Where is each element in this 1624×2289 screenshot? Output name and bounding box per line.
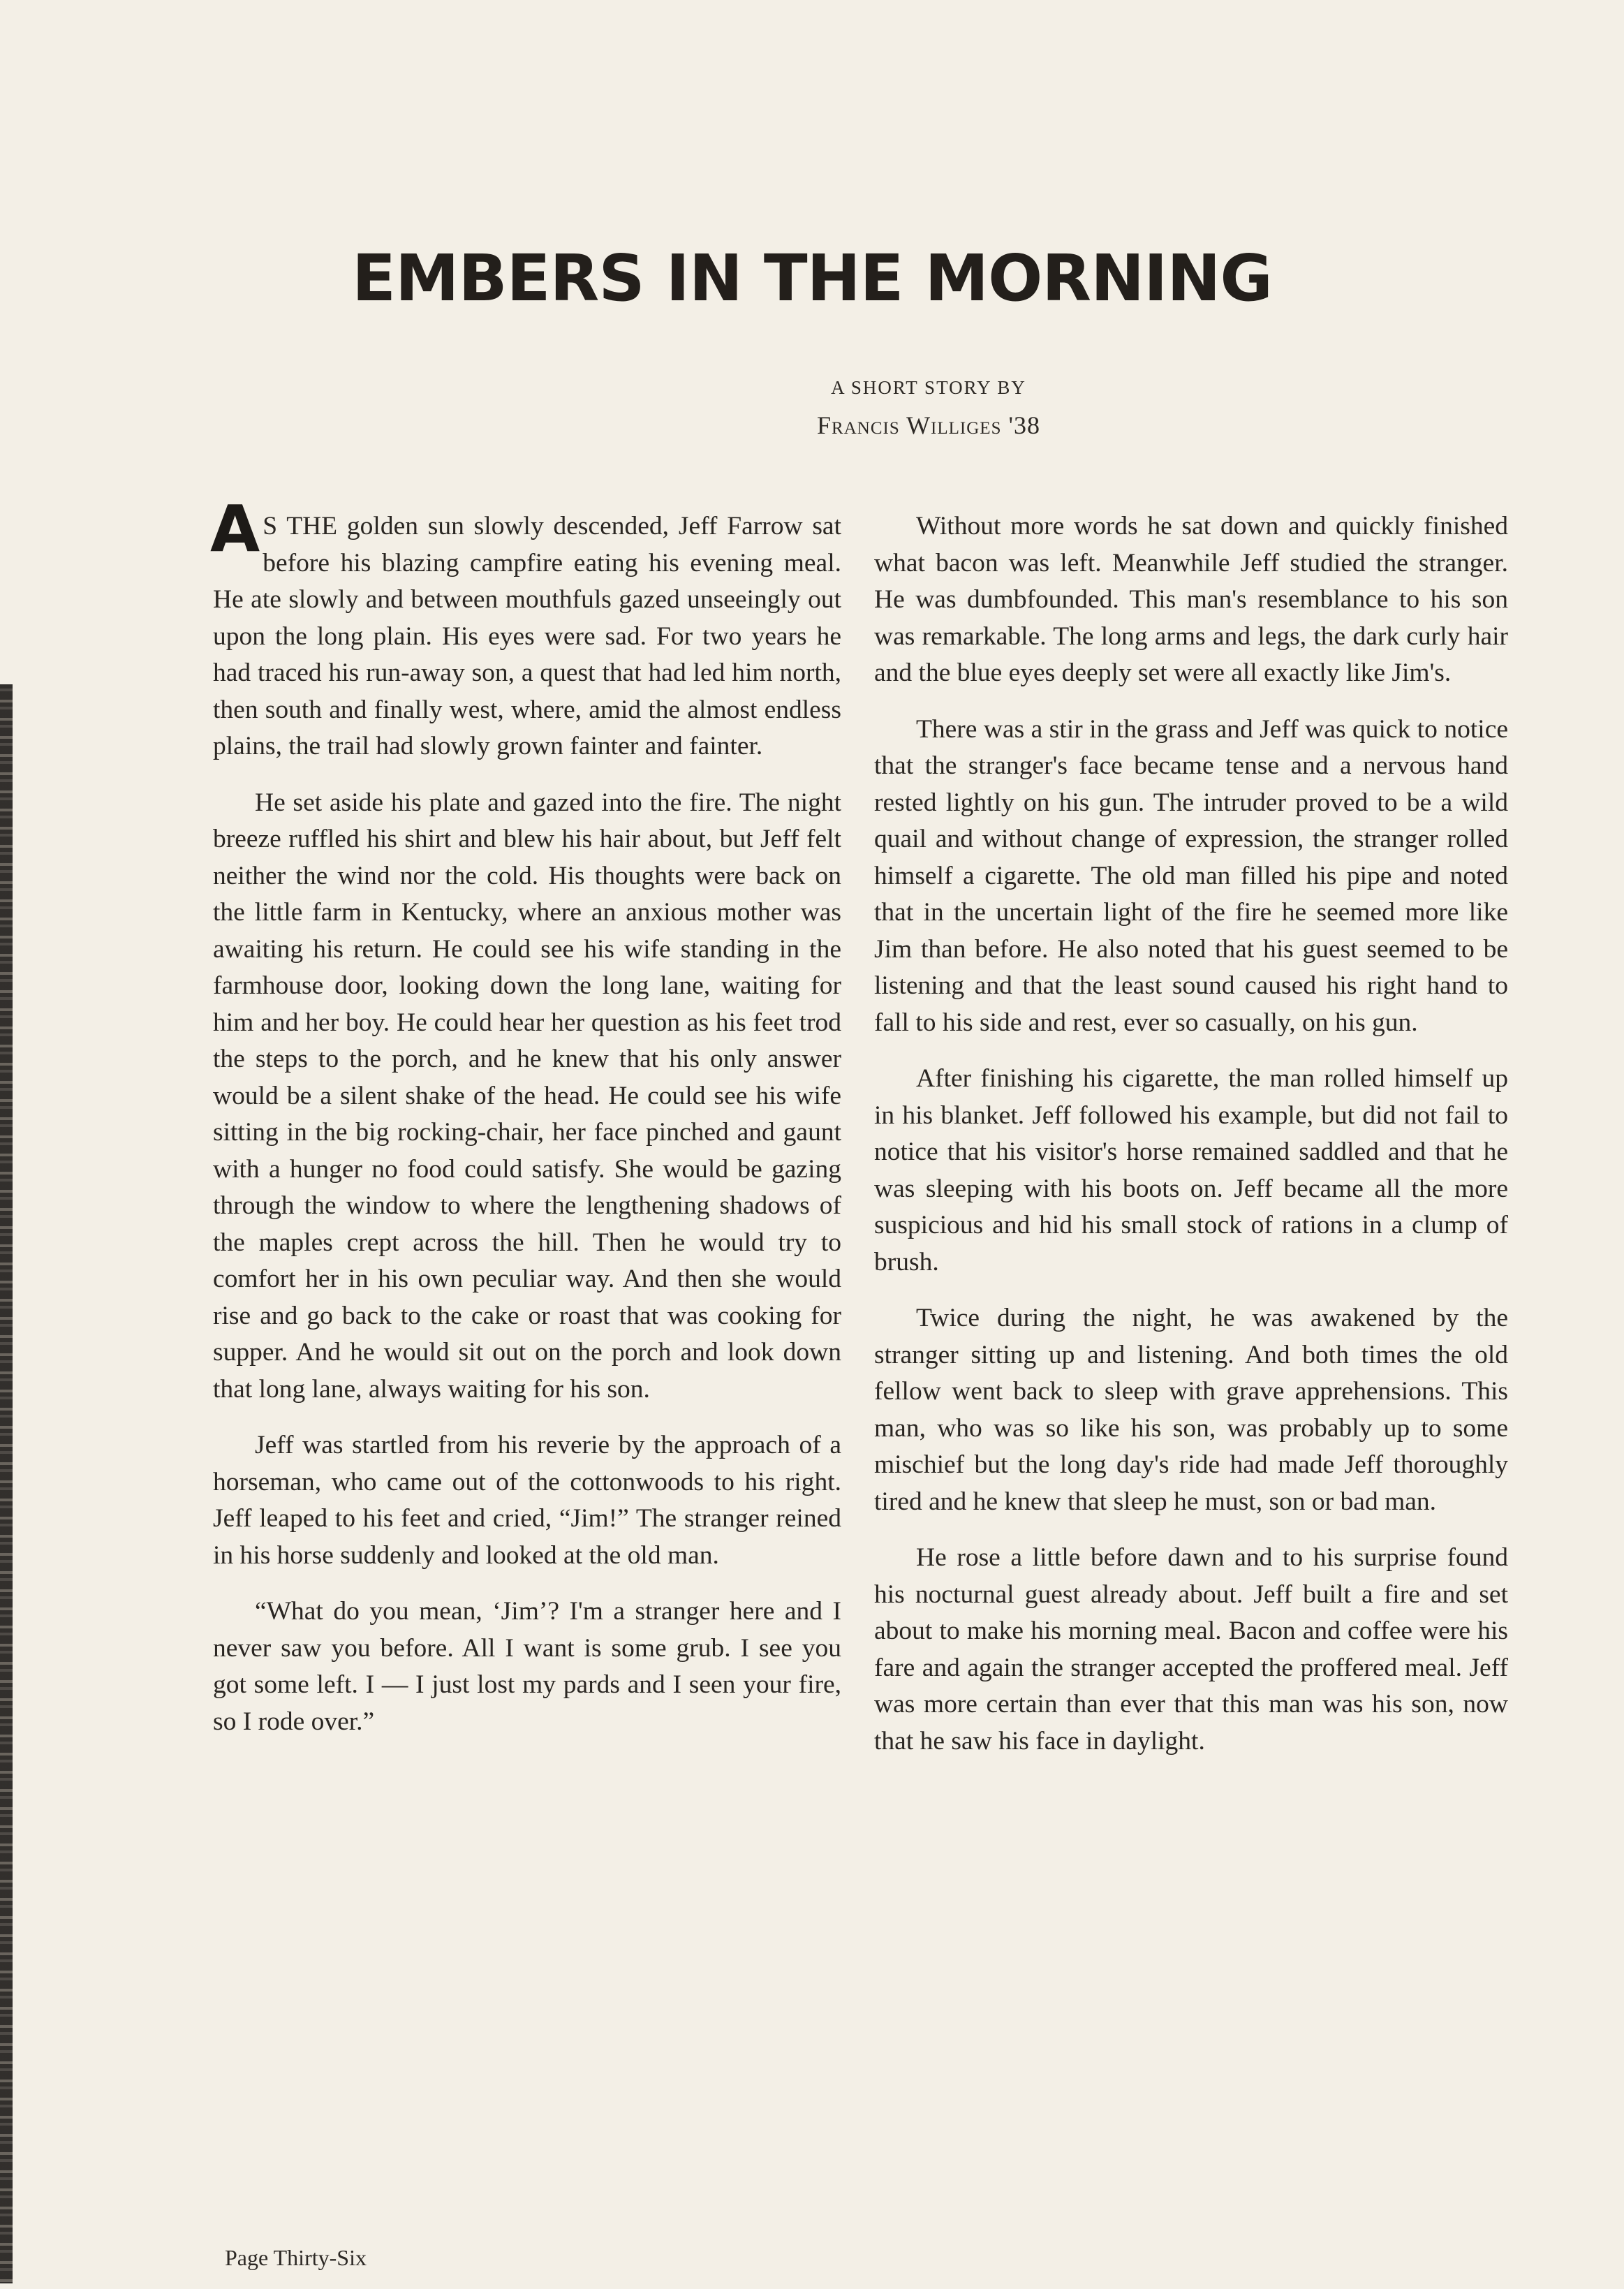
page-number: Page Thirty-Six xyxy=(225,2245,367,2270)
paragraph: Without more words he sat down and quickly finished what bacon was left. Meanwhile Jeff studied the stranger. He was dumbfounded. This man's resemblance to his son was remarkable. The long arms and legs, the dark curly hair and the blue eyes deeply set were all exactly like Jim's. xyxy=(874,512,1508,687)
right-column xyxy=(874,508,1508,1779)
byline-label: A SHORT STORY BY xyxy=(831,377,1026,398)
paragraph: He rose a little before dawn and to his surprise found his nocturnal guest already about. Jeff built a fire and set about to make his morning meal. Bacon and coffee were his fare and again the stranger accepted the proffered meal. Jeff was more certain than ever that this man was his son, now that he saw his face in daylight. xyxy=(874,1543,1508,1756)
paragraph: There was a stir in the grass and Jeff was quick to notice that the stranger's face became tense and a nervous hand rested lightly on his gun. The intruder proved to be a wild quail and without change of expression, the stranger rolled himself a cigarette. The old man filled his pipe and noted that in the uncertain light of the fire he seemed more like Jim than before. He also noted that his guest seemed to be listening and that the least sound caused his right hand to fall to his side and rest, ever so casually, on his gun. xyxy=(874,714,1508,1037)
story-title: EMBERS IN THE MORNING xyxy=(352,241,1272,316)
paragraph xyxy=(210,492,841,765)
byline-author: Francis Williges '38 xyxy=(817,411,1040,439)
left-column xyxy=(210,492,841,1760)
paragraph: He set aside his plate and gazed into the fire. The night breeze ruffled his shirt and blew his hair about, but Jeff felt neither the wind nor the cold. His thoughts were back on the little farm in Kentucky, where an anxious mother was awaiting his return. He could see his wife standing in the farmhouse door, looking down the long lane, waiting for him and her boy. He could hear her question as his feet trod the steps to the porch, and he knew that his only answer would be a silent shake of the head. He could see his wife sitting in the big rocking-chair, her face pinched and gaunt with a hunger no food could satisfy. She would be gazing through the window to where the lengthening shadows of the maples crept across the hill. Then he would try to comfort her in his own peculiar way. And then she would rise and go back to the cake or roast that was cooking for supper. And he would sit out on the porch and look down that long lane, always waiting for his son. xyxy=(213,788,841,1404)
paragraph: Jeff was startled from his reverie by the approach of a horseman, who came out of the cottonwoods to his right. Jeff leaped to his feet and cried, “Jim!” The stranger reined in his horse suddenly and looked at the old man. xyxy=(213,1431,841,1570)
paragraph: After finishing his cigarette, the man rolled himself up in his blanket. Jeff followed his example, but did not fail to notice that his visitor's horse remained saddled and that he was sleeping with his boots on. Jeff became all the more suspicious and hid his small stock of rations in a clump of brush. xyxy=(874,1064,1508,1276)
binding-edge xyxy=(0,684,13,2283)
paragraph-text: S THE golden sun slowly descended, Jeff Farrow sat before his blazing campfire eating his evening meal. He ate slowly and between mouthfuls gazed unseeingly out upon the long plain. His eyes were sad. For two years he had traced his run-away son, a quest that had led him north, then south and finally west, where, amid the almost endless plains, the trail had slowly grown fainter and fainter. xyxy=(213,512,841,760)
paragraph: “What do you mean, ‘Jim’? I'm a stranger here and I never saw you before. All I want is some grub. I see you got some left. I — I just lost my pards and I seen your fire, so I rode over.” xyxy=(213,1597,841,1736)
drop-cap: A xyxy=(210,492,260,566)
paragraph: Twice during the night, he was awakened by the stranger sitting up and listening. And both times the old fellow went back to sleep with grave apprehensions. This man, who was so like his son, was probably up to some mischief but the long day's ride had made Jeff thoroughly tired and he knew that sleep he must, son or bad man. xyxy=(874,1304,1508,1516)
